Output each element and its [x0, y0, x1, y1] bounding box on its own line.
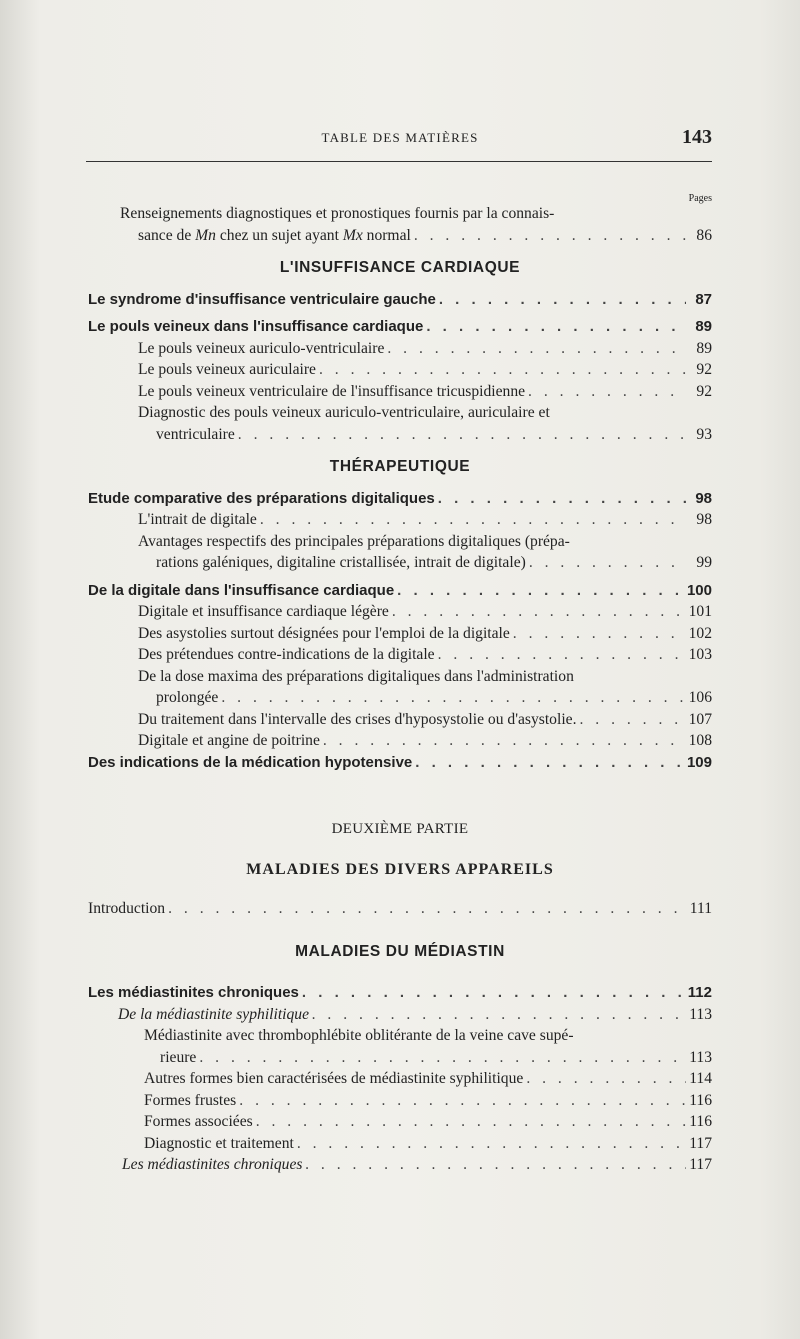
page-ref: 113	[689, 1005, 712, 1023]
dot-leader	[510, 623, 686, 645]
toc-entry: Médiastinite avec thrombophlébite oblitérante de la veine cave supé-	[144, 1027, 574, 1044]
page-ref: 106	[688, 689, 712, 706]
toc-entry-cont	[88, 1047, 712, 1069]
page-ref: 92	[696, 382, 712, 400]
toc-entry: Avantages respectifs des principales préparations digitaliques (prépa-	[138, 532, 570, 550]
page-ref: 89	[695, 318, 712, 335]
entry-title: Du traitement dans l'intervalle des crises d'hyposystolie ou d'asystolie.	[138, 710, 577, 728]
page-ref: 89	[696, 339, 712, 357]
header-page-number: 143	[682, 126, 712, 148]
pages-column-label: Pages	[688, 193, 712, 204]
page-ref: 103	[688, 646, 712, 663]
part-heading: DEUXIÈME PARTIE	[331, 821, 469, 837]
dot-leader	[235, 424, 686, 446]
entry-title: De la digitale dans l'insuffisance cardiaque	[88, 581, 395, 599]
dot-leader	[576, 709, 686, 731]
entry-title: Introduction	[88, 900, 166, 917]
toc-entry-introduction	[88, 898, 712, 920]
toc-entry	[88, 601, 712, 623]
page-ref: 117	[689, 1134, 712, 1152]
toc-entry	[88, 982, 712, 1004]
section-heading-insuffisance: L'INSUFFISANCE CARDIAQUE	[279, 259, 521, 276]
dot-leader	[525, 381, 686, 403]
entry-title: Des indications de la médication hypotensive	[88, 753, 413, 771]
page-ref: 109	[686, 753, 712, 771]
dot-leader	[253, 1111, 686, 1133]
toc-entry	[88, 1154, 712, 1176]
dot-leader	[411, 225, 686, 247]
toc-entry: Diagnostic des pouls veineux auriculo-ventriculaire, auriculaire et	[138, 404, 550, 421]
dot-leader	[394, 580, 686, 602]
dot-leader	[436, 289, 686, 311]
entry-title: Formes frustes	[144, 1091, 237, 1109]
page-ref: 101	[688, 603, 712, 620]
toc-entry	[88, 752, 712, 774]
page-ref: 107	[688, 710, 712, 728]
page-ref: 117	[689, 1156, 712, 1173]
dot-leader	[384, 338, 686, 360]
page-ref: 116	[689, 1091, 712, 1109]
toc-entry	[88, 709, 712, 731]
toc-entry	[88, 359, 712, 381]
entry-title: ventriculaire	[156, 425, 235, 443]
entry-title: Les médiastinites chroniques	[122, 1156, 303, 1173]
page-ref: 93	[696, 425, 712, 443]
entry-title: Digitale et angine de poitrine	[138, 732, 320, 749]
entry-title: L'intrait de digitale	[138, 511, 257, 528]
page-ref: 116	[689, 1113, 712, 1130]
section-heading-mediastin: MALADIES DU MÉDIASTIN	[295, 942, 505, 960]
toc-entry	[88, 1133, 712, 1155]
toc-entry-cont	[88, 552, 712, 574]
page-ref: 87	[695, 290, 712, 308]
dot-leader	[302, 1154, 686, 1176]
section-heading-maladies-appareils: MALADIES DES DIVERS APPAREILS	[246, 860, 554, 878]
entry-title: Formes associées	[144, 1113, 253, 1130]
section-heading-therapeutique: THÉRAPEUTIQUE	[329, 458, 471, 475]
dot-leader	[218, 687, 686, 709]
toc-entry	[88, 338, 712, 360]
page-ref: 86	[696, 226, 712, 244]
page-ref: 102	[688, 624, 712, 642]
page-ref: 98	[696, 511, 712, 528]
entry-title: Digitale et insuffisance cardiaque légère	[138, 603, 389, 620]
entry-title: De la médiastinite syphilitique	[118, 1005, 309, 1023]
header-rule	[86, 161, 712, 162]
dot-leader	[423, 316, 686, 338]
page-ref: 111	[689, 900, 712, 917]
dot-leader	[309, 1004, 686, 1026]
toc-entry	[88, 289, 712, 311]
toc-entry	[88, 381, 712, 403]
dot-leader	[316, 359, 686, 381]
entry-title: Le pouls veineux auriculo-ventriculaire	[138, 339, 385, 357]
toc-entry	[88, 316, 712, 338]
page-ref: 100	[686, 581, 712, 599]
dot-leader	[523, 1068, 686, 1090]
toc-entry	[88, 644, 712, 666]
entry-title: rieure	[160, 1048, 197, 1066]
entry-title: Etude comparative des préparations digitaliques	[88, 489, 435, 507]
page-ref: 98	[695, 489, 712, 507]
dot-leader	[526, 552, 686, 574]
toc-entry	[88, 1090, 712, 1112]
toc-entry-cont	[88, 424, 712, 446]
entry-title: Diagnostic et traitement	[144, 1134, 294, 1152]
entry-title: Des prétendues contre-indications de la digitale	[138, 646, 435, 663]
entry-title: Le pouls veineux dans l'insuffisance cardiaque	[88, 318, 424, 335]
toc-entry	[88, 488, 712, 510]
entry-title: Des asystolies surtout désignées pour l'emploi de la digitale	[138, 624, 510, 642]
toc-entry	[88, 623, 712, 645]
toc-entry-renseignements: Renseignements diagnostiques et pronostiques fournis par la connais-	[120, 205, 555, 222]
entry-title: prolongée	[156, 689, 219, 706]
toc-entry	[88, 509, 712, 531]
entry-title: Le pouls veineux ventriculaire de l'insuffisance tricuspidienne	[138, 382, 526, 400]
dot-leader	[196, 1047, 686, 1069]
dot-leader	[257, 509, 686, 531]
page-ref: 99	[696, 554, 712, 571]
entry-title: sance de Mn chez un sujet ayant Mx normal	[138, 226, 411, 244]
entry-title: Les médiastinites chroniques	[88, 984, 299, 1001]
dot-leader	[320, 730, 686, 752]
running-header	[88, 128, 712, 152]
toc-entry-renseignements-cont	[88, 225, 712, 247]
entry-title: Autres formes bien caractérisées de médiastinite syphilitique	[144, 1070, 524, 1087]
toc-content	[88, 203, 712, 1176]
toc-entry	[88, 1004, 712, 1026]
toc-entry	[88, 1111, 712, 1133]
toc-entry	[88, 1068, 712, 1090]
page-ref: 108	[688, 732, 712, 749]
dot-leader	[165, 898, 686, 920]
dot-leader	[389, 601, 686, 623]
entry-title: Le syndrome d'insuffisance ventriculaire gauche	[88, 290, 436, 308]
toc-entry	[88, 580, 712, 602]
header-title: TABLE DES MATIÈRES	[321, 130, 479, 145]
dot-leader	[435, 488, 686, 510]
page-ref: 92	[696, 361, 712, 378]
page-ref: 114	[689, 1070, 712, 1087]
entry-title: rations galéniques, digitaline cristallisée, intrait de digitale)	[156, 554, 526, 571]
toc-entry: De la dose maxima des préparations digitaliques dans l'administration	[138, 667, 574, 685]
page-ref: 113	[689, 1048, 712, 1066]
toc-entry-cont	[88, 687, 712, 709]
dot-leader	[294, 1133, 686, 1155]
entry-title: Le pouls veineux auriculaire	[138, 361, 316, 378]
dot-leader	[435, 644, 686, 666]
dot-leader	[236, 1090, 686, 1112]
dot-leader	[299, 982, 686, 1004]
toc-entry	[88, 730, 712, 752]
page-ref: 112	[687, 984, 712, 1001]
dot-leader	[412, 752, 686, 774]
